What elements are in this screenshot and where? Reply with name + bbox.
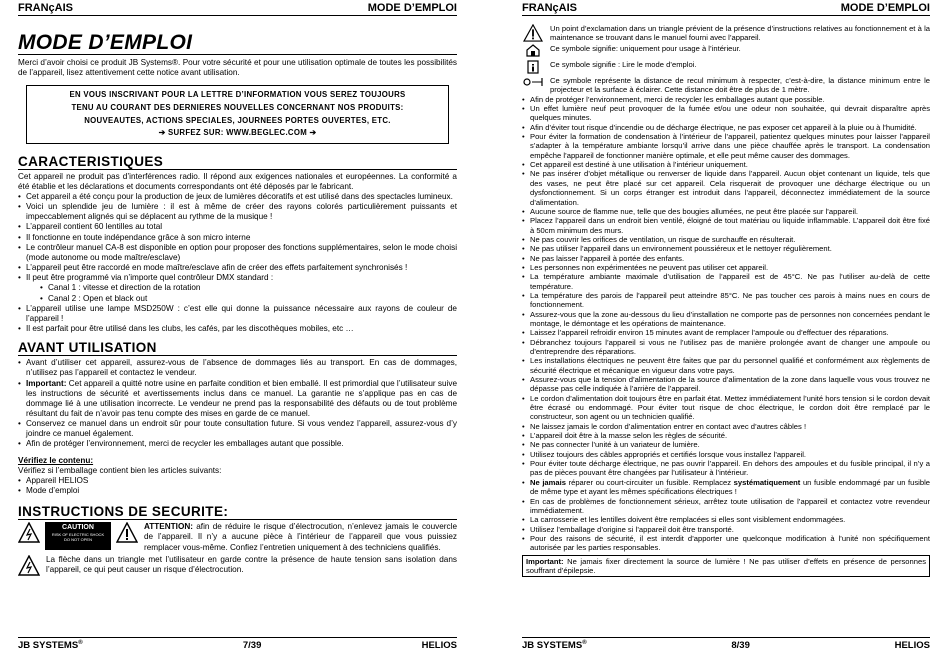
list-item: • Conservez ce manuel dans un endroit sûr pour toute consultation future. Si vous vendez l’appareil, assurez-vous d’y joindre ce manuel également. bbox=[18, 419, 457, 439]
list-item: • Ne pas connecter l’unité à un variateur de lumière. bbox=[522, 440, 930, 449]
list-item: • La carrosserie et les lentilles doivent être remplacées si elles sont visiblement endommagées. bbox=[522, 515, 930, 524]
list-item: • Il est parfait pour être utilisé dans les clubs, les cafés, par les discothèques mobiles, etc … bbox=[18, 324, 457, 334]
intro-paragraph: Merci d’avoir choisi ce produit JB Systems®. Pour votre sécurité et pour une utilisation optimale de toutes les possibilités de l’appareil, lisez attentivement cette notice avant utilisation. bbox=[18, 58, 457, 78]
list-item: • L’appareil utilise une lampe MSD250W : c’est elle qui donne la puissance nécessaire aux rayons de couleur de l’appareil ! bbox=[18, 304, 457, 324]
verify-text: Vérifiez si l’emballage contient bien les articles suivants: bbox=[18, 465, 222, 475]
right-page bbox=[500, 0, 950, 654]
list-item: • Ne pas utiliser l’appareil dans un environnement poussiéreux et le nettoyer régulièrement. bbox=[522, 244, 930, 253]
caution-label bbox=[45, 522, 111, 550]
features-heading: CARACTERISTIQUES bbox=[18, 154, 457, 170]
footer-brand-name: JB SYSTEMS bbox=[18, 640, 79, 652]
before-use-heading: AVANT UTILISATION bbox=[18, 340, 457, 356]
fuse-text: un fusible endommagé par un fusible de même type et ayant les mêmes spécifications électriques ! bbox=[530, 477, 930, 497]
attention-paragraph bbox=[144, 522, 457, 552]
footer-brand bbox=[18, 640, 83, 651]
important-text: Cet appareil a quitté notre usine en parfaite condition et bien emballé. Il est primordial que l’utilisateur suive les instructions de sécurité et avertissements inclus dans ce manuel. La garantie ne s’applique pas en cas de dommage lié à une utilisation incorrecte. Le vendeur ne prend pas la responsabilité des défauts ou de tout problème résultant du fait de n’avoir pas tenu compte des mises en garde de ce manuel. bbox=[26, 378, 457, 418]
exclamation-triangle-icon bbox=[523, 24, 543, 42]
header-language: FRANçAIS bbox=[18, 2, 74, 14]
newsletter-line: NOUVEAUTES, ACTIONS SPECIALES, JOURNEES PORTES OUVERTES, ETC. bbox=[84, 115, 391, 125]
caution-title: CAUTION bbox=[62, 524, 94, 532]
symbol-text: Ce symbole signifie: uniquement pour usage à l’intérieur. bbox=[550, 44, 741, 54]
fuse-emphasis: systématiquement bbox=[733, 477, 801, 487]
list-item: • Ne pas couvrir les orifices de ventilation, un risque de surchauffe en résulterait. bbox=[522, 235, 930, 244]
lightning-row bbox=[18, 555, 457, 577]
important-text: Ne jamais fixer directement la source de lumière ! Ne pas utiliser d’effets en présence de personnes souffrant d’épilepsie. bbox=[526, 556, 926, 575]
right-page-body bbox=[522, 24, 930, 577]
list-item: • Les personnes non expérimentées ne peuvent pas utiliser cet appareil. bbox=[522, 263, 930, 272]
left-page-body bbox=[18, 32, 457, 577]
list-item: • Le contrôleur manuel CA-8 est disponible en option pour proposer des fonctions supplémentaires, selon le mode choisi (mode autonome ou mode maître/esclave) bbox=[18, 243, 457, 263]
indoor-use-icon bbox=[526, 44, 540, 57]
list-item-text: Il peut être programmé via n’importe quel contrôleur DMX standard : bbox=[26, 273, 274, 283]
list-item: • Laissez l’appareil refroidir environ 15 minutes avant de remplacer l’ampoule ou d’effectuer des réparations. bbox=[522, 328, 930, 337]
page-footer bbox=[18, 637, 457, 651]
symbol-text: Ce symbole signifie : Lire le mode d’emploi. bbox=[550, 59, 697, 69]
features-list bbox=[18, 192, 457, 334]
newsletter-box bbox=[26, 85, 449, 143]
safety-list bbox=[522, 95, 930, 553]
list-item: • Canal 1 : vitesse et direction de la rotation bbox=[40, 283, 457, 293]
lightning-paragraph: La flèche dans un triangle met l’utilisateur en garde contre la présence de haute tension sans isolation dans l’appareil, ce qui peut causer un risque d’électrocution. bbox=[46, 554, 457, 574]
list-item: • L’appareil doit être à la masse selon les règles de sécurité. bbox=[522, 431, 930, 440]
caution-row bbox=[18, 522, 457, 552]
list-item bbox=[18, 273, 457, 303]
list-item: • Ne laissez jamais le cordon d’alimentation entrer en contact avec d’autres câbles ! bbox=[522, 422, 930, 431]
list-item: • La température des parois de l’appareil peut atteindre 85°C. Ne pas toucher ces parois à mains nues en cours de fonctionnement. bbox=[522, 291, 930, 310]
list-item: • Cet appareil est destiné à une utilisation à l’intérieur uniquement. bbox=[522, 160, 930, 169]
symbol-row bbox=[522, 76, 930, 95]
caution-subtitle: RISK OF ELECTRIC SHOCK bbox=[51, 532, 105, 538]
important-notice-box bbox=[522, 555, 930, 578]
list-item: • Assurez-vous que la zone au-dessous du lieu d’installation ne comporte pas de personnes non concernées pendant le montage, le démontage et les opérations de maintenance. bbox=[522, 310, 930, 329]
list-item: • Appareil HELIOS bbox=[18, 476, 457, 486]
symbol-row bbox=[522, 24, 930, 44]
attention-label: ATTENTION: bbox=[144, 522, 193, 532]
list-item: • Placez l’appareil dans un endroit bien ventilé, éloigné de tout matériau ou liquide inflammable. L’appareil doit être fixé à 50cm minimum des murs. bbox=[522, 216, 930, 235]
page-title: MODE D’EMPLOI bbox=[18, 32, 457, 55]
header-language: FRANçAIS bbox=[522, 2, 578, 14]
symbol-text: Un point d’exclamation dans un triangle prévient de la présence d’instructions relatives au fonctionnement et à la maintenance se trouvant dans le manuel fourni avec l’appareil. bbox=[550, 24, 930, 43]
footer-brand bbox=[522, 640, 587, 651]
list-item: • Afin de protéger l’environnement, merci de recycler les emballages autant que possible. bbox=[522, 95, 930, 104]
list-item: • Utilisez toujours des câbles appropriés et certifiés lorsque vous installez l’appareil. bbox=[522, 450, 930, 459]
list-item: • En cas de problèmes de fonctionnement sérieux, arrêtez toute utilisation de l’appareil et contactez votre revendeur immédiatement. bbox=[522, 497, 930, 516]
verify-heading: Vérifiez le contenu: bbox=[18, 455, 94, 465]
footer-page-number: 7/39 bbox=[242, 640, 262, 651]
list-item: • Débranchez toujours l’appareil si vous ne l’utilisez pas de manière prolongée avant de changer une ampoule ou d’entreprendre des réparations. bbox=[522, 338, 930, 357]
footer-model: HELIOS bbox=[894, 640, 930, 651]
footer-brand-name: JB SYSTEMS bbox=[522, 640, 583, 652]
page-header bbox=[18, 0, 457, 16]
exclamation-triangle-icon bbox=[116, 522, 138, 544]
list-item: • Voici un splendide jeu de lumière : il est à même de créer des rayons colorés particulièrement puissants et impeccablement alignés qui se déplacent au rythme de la musique ! bbox=[18, 202, 457, 222]
list-item: • Afin de protéger l’environnement, merci de recycler les emballages autant que possible. bbox=[18, 439, 457, 449]
list-item: • Assurez-vous que la tension d’alimentation de la source d’alimentation de la zone dans laquelle vous vous trouvez ne dépasse pas celle indiquée à l’arrière de l’appareil. bbox=[522, 375, 930, 394]
newsletter-link[interactable]: ➔ SURFEZ SUR: WWW.BEGLEC.COM ➔ bbox=[158, 128, 317, 138]
safety-heading: INSTRUCTIONS DE SECURITE: bbox=[18, 504, 457, 520]
symbol-row bbox=[522, 60, 930, 76]
attention-text: afin de réduire le risque d’électrocution, n’enlevez jamais le couvercle de l’appareil. Il n’y a aucune pièce à l’intérieur de l’appareil que vous puissiez remplacer vous-même. Confiez l’entretien uniquement à des techniciens qualifiés. bbox=[144, 522, 457, 552]
header-title: MODE D’EMPLOI bbox=[840, 2, 930, 14]
list-item: • Le cordon d’alimentation doit toujours être en parfait état. Mettez immédiatement l’unité hors tension si le cordon devait être écrasé ou endommagé. Pour éviter tout risque de choc électrique, le cordon doit être remplacé par le constructeur, son agent ou un technicien qualifié. bbox=[522, 394, 930, 422]
list-item bbox=[18, 379, 457, 420]
newsletter-line: TENU AU COURANT DES DERNIERES NOUVELLES CONCERNANT NOS PRODUITS: bbox=[71, 102, 404, 112]
contents-list bbox=[18, 476, 457, 496]
list-item: • La température ambiante maximale d’utilisation de l’appareil est de 45°C. Ne pas l’utiliser au-delà de cette température. bbox=[522, 272, 930, 291]
list-item: • Un effet lumière neuf peut provoquer de la fumée et/ou une odeur non souhaitée, qui devrait disparaître après quelques minutes. bbox=[522, 104, 930, 123]
list-item: • Afin d’éviter tout risque d’incendie ou de décharge électrique, ne pas exposer cet appareil à la pluie ou à l’humidité. bbox=[522, 123, 930, 132]
list-item: • Pour éviter la formation de condensation à l’intérieur de l’appareil, patientez quelques minutes pour laisser l’appareil s’adapter à la température ambiante lorsqu’il arrive dans une pièce chauffée après le transport. La condensation empêche l’appareil de fonctionner manière optimale, et elle peut même causer des dommages. bbox=[522, 132, 930, 160]
header-title: MODE D’EMPLOI bbox=[367, 2, 457, 14]
footer-brand-mark: ® bbox=[582, 640, 587, 646]
symbol-text: Ce symbole représente la distance de recul minimum à respecter, c’est-à-dire, la distance minimum entre le projecteur et la surface à éclairer. Cette distance doit être de plus de 1 mètre. bbox=[550, 76, 930, 95]
list-item: • Canal 2 : Open et black out bbox=[40, 294, 457, 304]
before-use-list bbox=[18, 358, 457, 449]
list-item: • Pour éviter toute décharge électrique, ne pas ouvrir l’appareil. En dehors des ampoules et du fusible principal, il n’y a pas de pièces pouvant être changées par l’utilisateur à l’intérieur. bbox=[522, 459, 930, 478]
caution-subtitle: DO NOT OPEN bbox=[64, 537, 92, 543]
page-header bbox=[522, 0, 930, 16]
list-item: • Les installations électriques ne peuvent être faites que par du personnel qualifié et conformément aux règlements de sécurité électrique et mécanique en vigueur dans votre pays. bbox=[522, 356, 930, 375]
footer-page-number: 8/39 bbox=[731, 640, 750, 651]
footer-model: HELIOS bbox=[421, 640, 457, 651]
list-item: • Ne pas insérer d’objet métallique ou renverser de liquide dans l’appareil. Aucun objet contenant un liquide, tels que des vases, ne peut être placé sur cet appareil. Cela risquerait de provoquer une décharge électrique ou un dysfonctionnement. Si un corps étranger est introduit dans l’appareil, déconnectez immédiatement de la source d’alimentation. bbox=[522, 169, 930, 206]
list-item: • Mode d’emploi bbox=[18, 486, 457, 496]
fuse-text: réparer ou court-circuiter un fusible. Remplacez bbox=[565, 477, 734, 487]
list-item: • L’appareil contient 60 lentilles au total bbox=[18, 222, 457, 232]
important-label: Important: bbox=[26, 378, 67, 388]
lightning-triangle-icon bbox=[18, 555, 40, 577]
important-label: Important: bbox=[526, 556, 564, 566]
list-item: • Pour des raisons de sécurité, il est interdit d’apporter une quelconque modification à l’unité non spécifiquement autorisée par les parties responsables. bbox=[522, 534, 930, 553]
features-intro: Cet appareil ne produit pas d’interférences radio. Il répond aux exigences nationales et européennes. La conformité a été établie et les déclarations et documents correspondants ont été déposés par le fabricant. bbox=[18, 171, 457, 191]
dmx-channel-list bbox=[26, 283, 457, 303]
list-item: • Cet appareil a été conçu pour la production de jeux de lumières décoratifs et est utilisé dans des spectacles lumineux. bbox=[18, 192, 457, 202]
lightning-triangle-icon bbox=[18, 522, 40, 544]
newsletter-line: EN VOUS INSCRIVANT POUR LA LETTRE D’INFORMATION VOUS SEREZ TOUJOURS bbox=[69, 90, 406, 100]
list-item: • L’appareil peut être raccordé en mode maître/esclave afin de créer des effets parfaitement synchronisés ! bbox=[18, 263, 457, 273]
list-item: • Avant d’utiliser cet appareil, assurez-vous de l’absence de dommages liés au transport. En cas de dommages, n’utilisez pas l’appareil et contactez le vendeur. bbox=[18, 358, 457, 378]
list-item: • Utilisez l’emballage d’origine si l’appareil doit être transporté. bbox=[522, 525, 930, 534]
list-item: • Ne pas laisser l’appareil à portée des enfants. bbox=[522, 254, 930, 263]
footer-brand-mark: ® bbox=[78, 640, 83, 646]
read-manual-icon bbox=[526, 60, 540, 74]
page-footer bbox=[522, 637, 930, 651]
list-item bbox=[522, 478, 930, 497]
list-item: • Aucune source de flamme nue, telle que des bougies allumées, ne peut être placée sur l’appareil. bbox=[522, 207, 930, 216]
symbol-row bbox=[522, 44, 930, 59]
minimum-distance-icon bbox=[523, 76, 543, 88]
list-item: • Il fonctionne en toute indépendance grâce à son micro interne bbox=[18, 233, 457, 243]
fuse-emphasis: Ne jamais bbox=[530, 477, 566, 487]
